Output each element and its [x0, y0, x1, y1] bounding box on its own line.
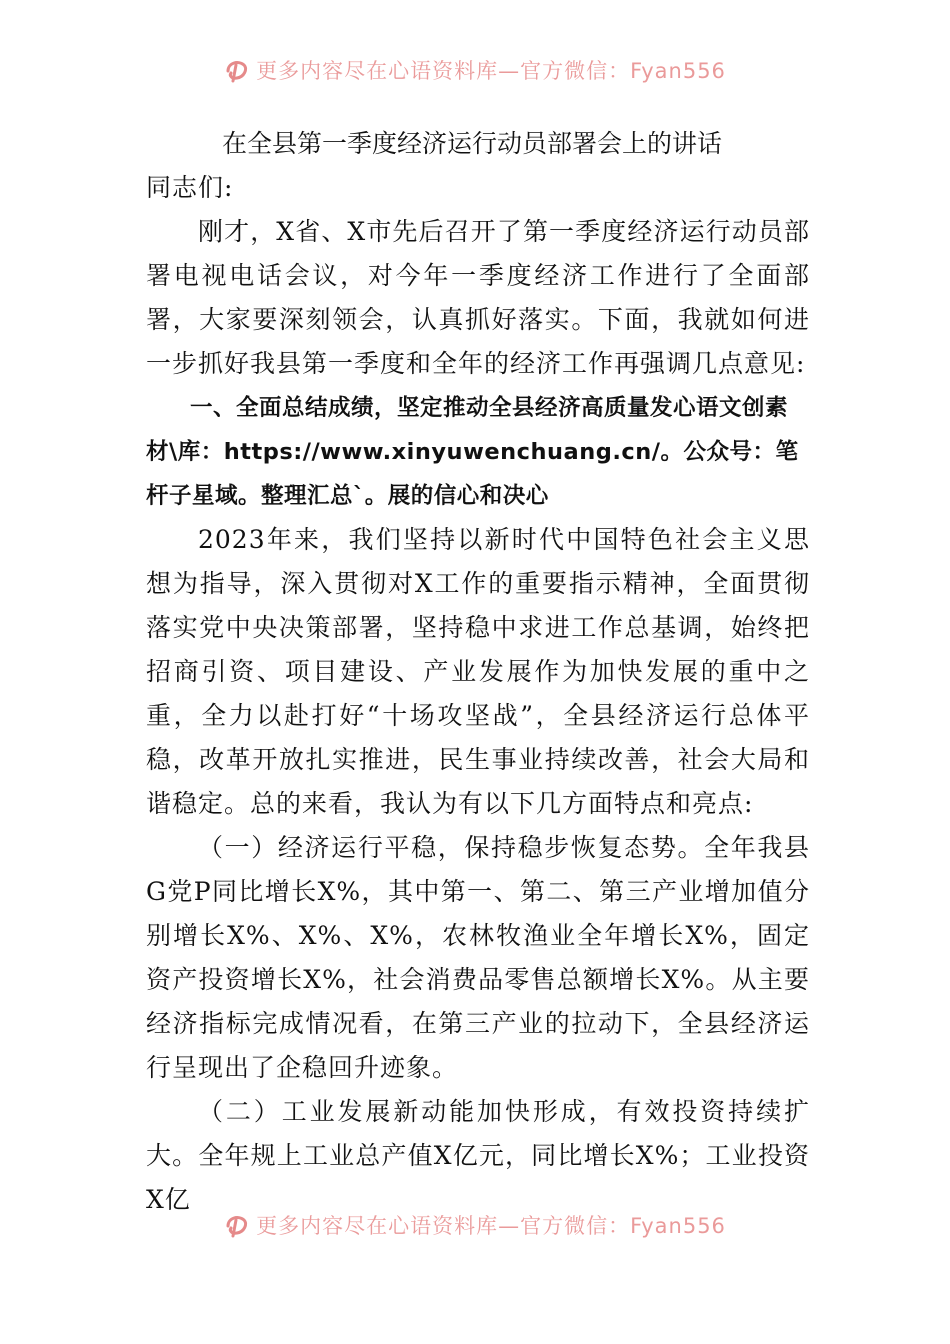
- salutation: 同志们:: [146, 173, 234, 202]
- watermark-top: [0, 50, 950, 90]
- watermark-bottom: [0, 1205, 950, 1245]
- paragraph-subsection-1: （一）经济运行平稳，保持稳步恢复态势。全年我县G党P同比增长X%，其中第一、第二、第三产业增加值分别增长X%、X%、X%，农林牧渔业全年增长X%，固定资产投资增长X%，社会消费品零售总额增长X%。从主要经济指标完成情况看，在第三产业的拉动下，全县经济运行呈现出了企稳回升迹象。: [146, 833, 810, 1082]
- paragraph-intro: 刚才，X省、X市先后召开了第一季度经济运行动员部署电视电话会议，对今年一季度经济工作进行了全面部署，大家要深刻领会，认真抓好落实。下面，我就如何进一步抓好我县第一季度和全年的经济工作再强调几点意见:: [146, 217, 810, 378]
- paragraph-subsection-2: （二）工业发展新动能加快形成，有效投资持续扩大。全年规上工业总产值X亿元，同比增长X%；工业投资X亿: [146, 1097, 810, 1214]
- brand-logo-icon: [224, 57, 250, 83]
- document-page: [146, 122, 810, 1222]
- section-heading-1: 一、全面总结成绩，坚定推动全县经济高质量发心语文创素材\库：https://www.xinyuwenchuang.cn/。公众号：笔杆子星域。整理汇总`。展的信心和决心: [146, 395, 799, 509]
- document-title: 在全县第一季度经济运行动员部署会上的讲话: [222, 129, 723, 158]
- watermark-text: 更多内容尽在心语资料库—官方微信：Fyan556: [256, 1214, 726, 1238]
- brand-logo-icon: [224, 1212, 250, 1238]
- paragraph-summary: 2023年来，我们坚持以新时代中国特色社会主义思想为指导，深入贯彻对X工作的重要指示精神，全面贯彻落实党中央决策部署，坚持稳中求进工作总基调，始终把招商引资、项目建设、产业发展作为加快发展的重中之重，全力以赴打好“十场攻坚战”，全县经济运行总体平稳，改革开放扎实推进，民生事业持续改善，社会大局和谐稳定。总的来看，我认为有以下几方面特点和亮点:: [146, 525, 810, 818]
- watermark-text: 更多内容尽在心语资料库—官方微信：Fyan556: [256, 59, 726, 83]
